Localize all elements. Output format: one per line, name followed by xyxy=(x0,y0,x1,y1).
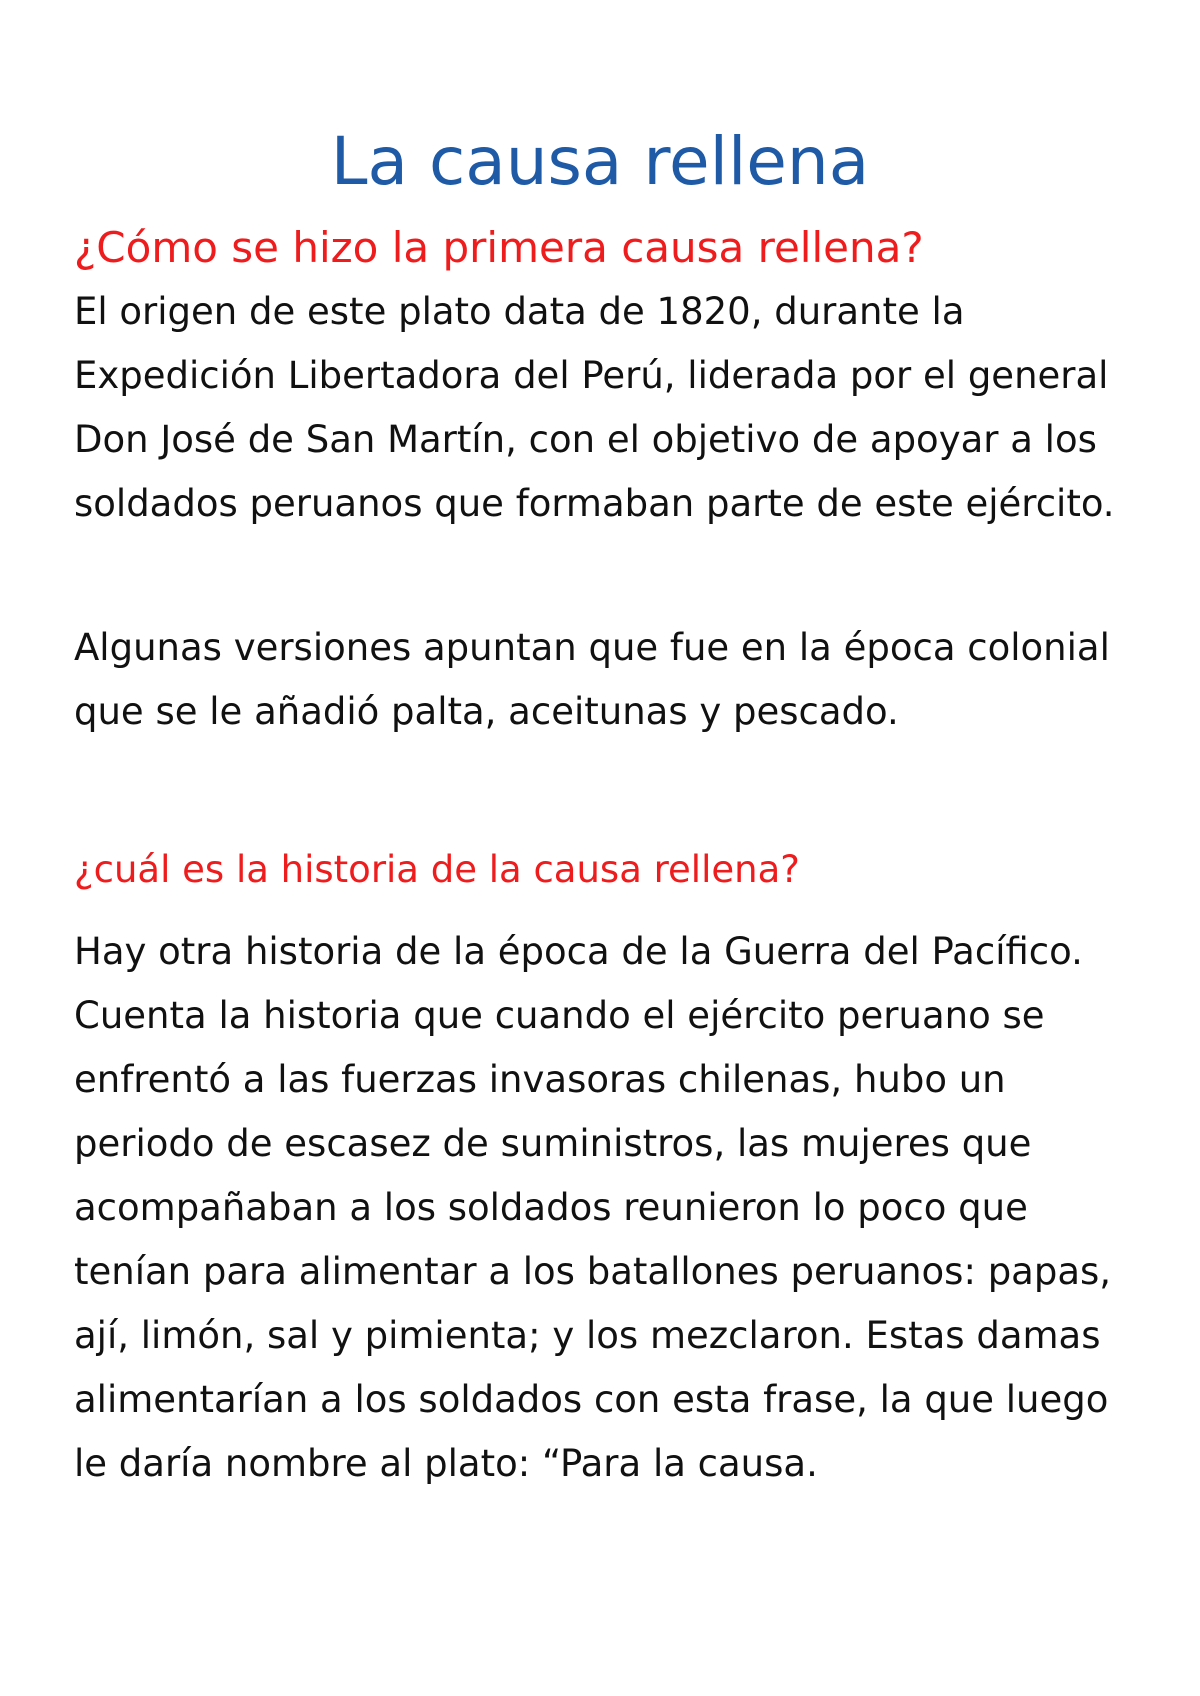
paragraph-history: Hay otra historia de la época de la Guerra del Pacífico. Cuenta la historia que cuando el ejército peruano se enfrentó a las fuerzas invasoras chilenas, hubo un periodo de escasez de suministros, las mujeres que acompañaban a los soldados reunieron lo poco que tenían para alimentar a los batallones peruanos: papas, ají, limón, sal y pimienta; y los mezclaron. Estas damas alimentarían a los soldados con esta frase, la que luego le daría nombre al plato: “Para la causa. xyxy=(74,930,1112,1485)
paragraph-origin: El origen de este plato data de 1820, durante la Expedición Libertadora del Perú, liderada por el general Don José de San Martín, con el objetivo de apoyar a los soldados peruanos que formaban parte de este ejército. xyxy=(74,290,1115,525)
section-heading-origin: ¿Cómo se hizo la primera causa rellena? xyxy=(74,223,924,272)
paragraph-colonial-versions: Algunas versiones apuntan que fue en la época colonial que se le añadió palta, aceitunas y pescado. xyxy=(74,626,1110,733)
section-heading-history: ¿cuál es la historia de la causa rellena? xyxy=(74,848,800,891)
document-title: La causa rellena xyxy=(330,123,870,200)
